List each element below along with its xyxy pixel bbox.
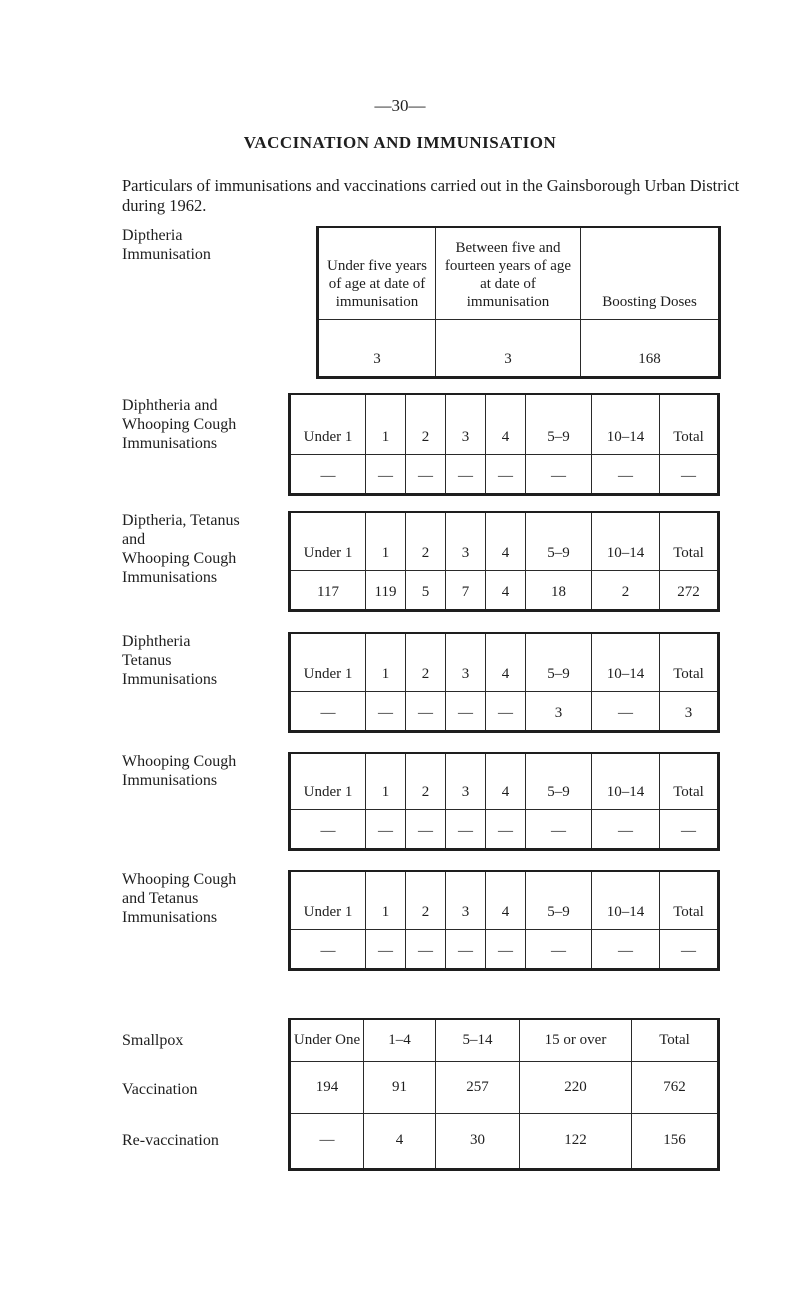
age-header: Total <box>660 394 719 454</box>
revaccination-label: Re-vaccination <box>122 1132 219 1149</box>
cell-value: — <box>290 691 366 731</box>
cell-value: — <box>486 809 526 849</box>
age-header: 5–9 <box>526 633 592 691</box>
cell-value: 119 <box>366 570 406 610</box>
revaccination-value: 122 <box>520 1113 632 1169</box>
revaccination-value: 4 <box>364 1113 436 1169</box>
age-header: Under 1 <box>290 633 366 691</box>
cell-value: — <box>290 929 366 969</box>
age-header: 10–14 <box>592 512 660 570</box>
vaccination-value: 257 <box>436 1061 520 1113</box>
section-table <box>288 632 720 733</box>
section-table <box>288 870 720 971</box>
cell-value: — <box>486 691 526 731</box>
section-label: Whooping Cough Immunisations <box>122 753 237 789</box>
age-header: 3 <box>446 753 486 809</box>
age-header: 10–14 <box>592 753 660 809</box>
revaccination-value: 30 <box>436 1113 520 1169</box>
section-table <box>288 393 720 496</box>
cell-value: — <box>290 809 366 849</box>
age-header: 1 <box>366 512 406 570</box>
age-header: 5–9 <box>526 871 592 929</box>
cell-value: — <box>366 454 406 494</box>
age-header: 3 <box>446 633 486 691</box>
vaccination-label: Vaccination <box>122 1081 198 1098</box>
age-header: 2 <box>406 871 446 929</box>
vaccination-value: 91 <box>364 1061 436 1113</box>
cell-value: 272 <box>660 570 719 610</box>
page-title: VACCINATION AND IMMUNISATION <box>243 133 557 152</box>
header-under-five: Under five years of age at date of immunisation <box>318 227 436 319</box>
cell-value: — <box>526 809 592 849</box>
section-table <box>288 511 720 612</box>
cell-value: 2 <box>592 570 660 610</box>
section-label: Diphtheria and Whooping Cough Immunisations <box>122 397 237 452</box>
cell-value: — <box>592 691 660 731</box>
smallpox-header: 15 or over <box>520 1019 632 1061</box>
age-header: 10–14 <box>592 871 660 929</box>
cell-value: — <box>486 929 526 969</box>
cell-value: — <box>592 454 660 494</box>
age-header: 5–9 <box>526 512 592 570</box>
cell-value: 3 <box>526 691 592 731</box>
cell-value: — <box>290 454 366 494</box>
age-header: 3 <box>446 512 486 570</box>
cell-value: — <box>366 691 406 731</box>
value-under-five: 3 <box>318 319 436 377</box>
age-header: 2 <box>406 512 446 570</box>
cell-value: — <box>660 809 719 849</box>
age-header: 1 <box>366 753 406 809</box>
cell-value: — <box>446 454 486 494</box>
intro-paragraph: Particulars of immunisations and vaccinations carried out in the Gainsborough Urban District during 1962. <box>122 176 740 215</box>
age-header: Under 1 <box>290 394 366 454</box>
cell-value: — <box>486 454 526 494</box>
age-header: Under 1 <box>290 871 366 929</box>
vaccination-value: 762 <box>632 1061 719 1113</box>
age-header: Total <box>660 871 719 929</box>
age-header: 5–9 <box>526 394 592 454</box>
page-number: —30— <box>374 96 426 115</box>
cell-value: — <box>592 809 660 849</box>
diphtheria-label: Diptheria Immunisation <box>122 227 211 263</box>
smallpox-label: Smallpox <box>122 1032 184 1049</box>
smallpox-header: Under One <box>290 1019 364 1061</box>
cell-value: — <box>446 809 486 849</box>
age-header: 4 <box>486 753 526 809</box>
cell-value: — <box>660 929 719 969</box>
cell-value: — <box>446 691 486 731</box>
cell-value: — <box>406 691 446 731</box>
age-header: 2 <box>406 753 446 809</box>
age-header: 1 <box>366 633 406 691</box>
age-header: 2 <box>406 394 446 454</box>
cell-value: 4 <box>486 570 526 610</box>
age-header: 3 <box>446 394 486 454</box>
age-header: 1 <box>366 394 406 454</box>
vaccination-value: 220 <box>520 1061 632 1113</box>
age-header: Total <box>660 753 719 809</box>
age-header: 4 <box>486 512 526 570</box>
age-header: 3 <box>446 871 486 929</box>
age-header: 4 <box>486 394 526 454</box>
cell-value: — <box>366 809 406 849</box>
cell-value: — <box>406 809 446 849</box>
cell-value: — <box>660 454 719 494</box>
revaccination-value: 156 <box>632 1113 719 1169</box>
age-header: 10–14 <box>592 633 660 691</box>
smallpox-header: 5–14 <box>436 1019 520 1061</box>
cell-value: 5 <box>406 570 446 610</box>
vaccination-value: 194 <box>290 1061 364 1113</box>
section-label: Whooping Cough and Tetanus Immunisations <box>122 871 237 926</box>
age-header: Under 1 <box>290 753 366 809</box>
age-header: 10–14 <box>592 394 660 454</box>
cell-value: 117 <box>290 570 366 610</box>
age-header: 5–9 <box>526 753 592 809</box>
cell-value: 7 <box>446 570 486 610</box>
header-boosting-doses: Boosting Doses <box>581 227 720 319</box>
cell-value: — <box>446 929 486 969</box>
age-header: 1 <box>366 871 406 929</box>
diphtheria-table <box>316 226 721 379</box>
value-boosting-doses: 168 <box>581 319 720 377</box>
smallpox-table <box>288 1018 720 1171</box>
smallpox-header: 1–4 <box>364 1019 436 1061</box>
cell-value: — <box>406 929 446 969</box>
section-table <box>288 752 720 851</box>
age-header: 4 <box>486 871 526 929</box>
cell-value: — <box>366 929 406 969</box>
cell-value: 18 <box>526 570 592 610</box>
age-header: Under 1 <box>290 512 366 570</box>
cell-value: — <box>526 454 592 494</box>
cell-value: — <box>526 929 592 969</box>
cell-value: 3 <box>660 691 719 731</box>
section-label: Diptheria, Tetanus and Whooping Cough Immunisations <box>122 512 240 586</box>
value-five-to-fourteen: 3 <box>436 319 581 377</box>
header-five-to-fourteen: Between five and fourteen years of age at date of immunisation <box>436 227 581 319</box>
age-header: 4 <box>486 633 526 691</box>
cell-value: — <box>406 454 446 494</box>
smallpox-header: Total <box>632 1019 719 1061</box>
age-header: 2 <box>406 633 446 691</box>
section-label: Diphtheria Tetanus Immunisations <box>122 633 218 688</box>
age-header: Total <box>660 633 719 691</box>
age-header: Total <box>660 512 719 570</box>
revaccination-value: — <box>290 1113 364 1169</box>
cell-value: — <box>592 929 660 969</box>
